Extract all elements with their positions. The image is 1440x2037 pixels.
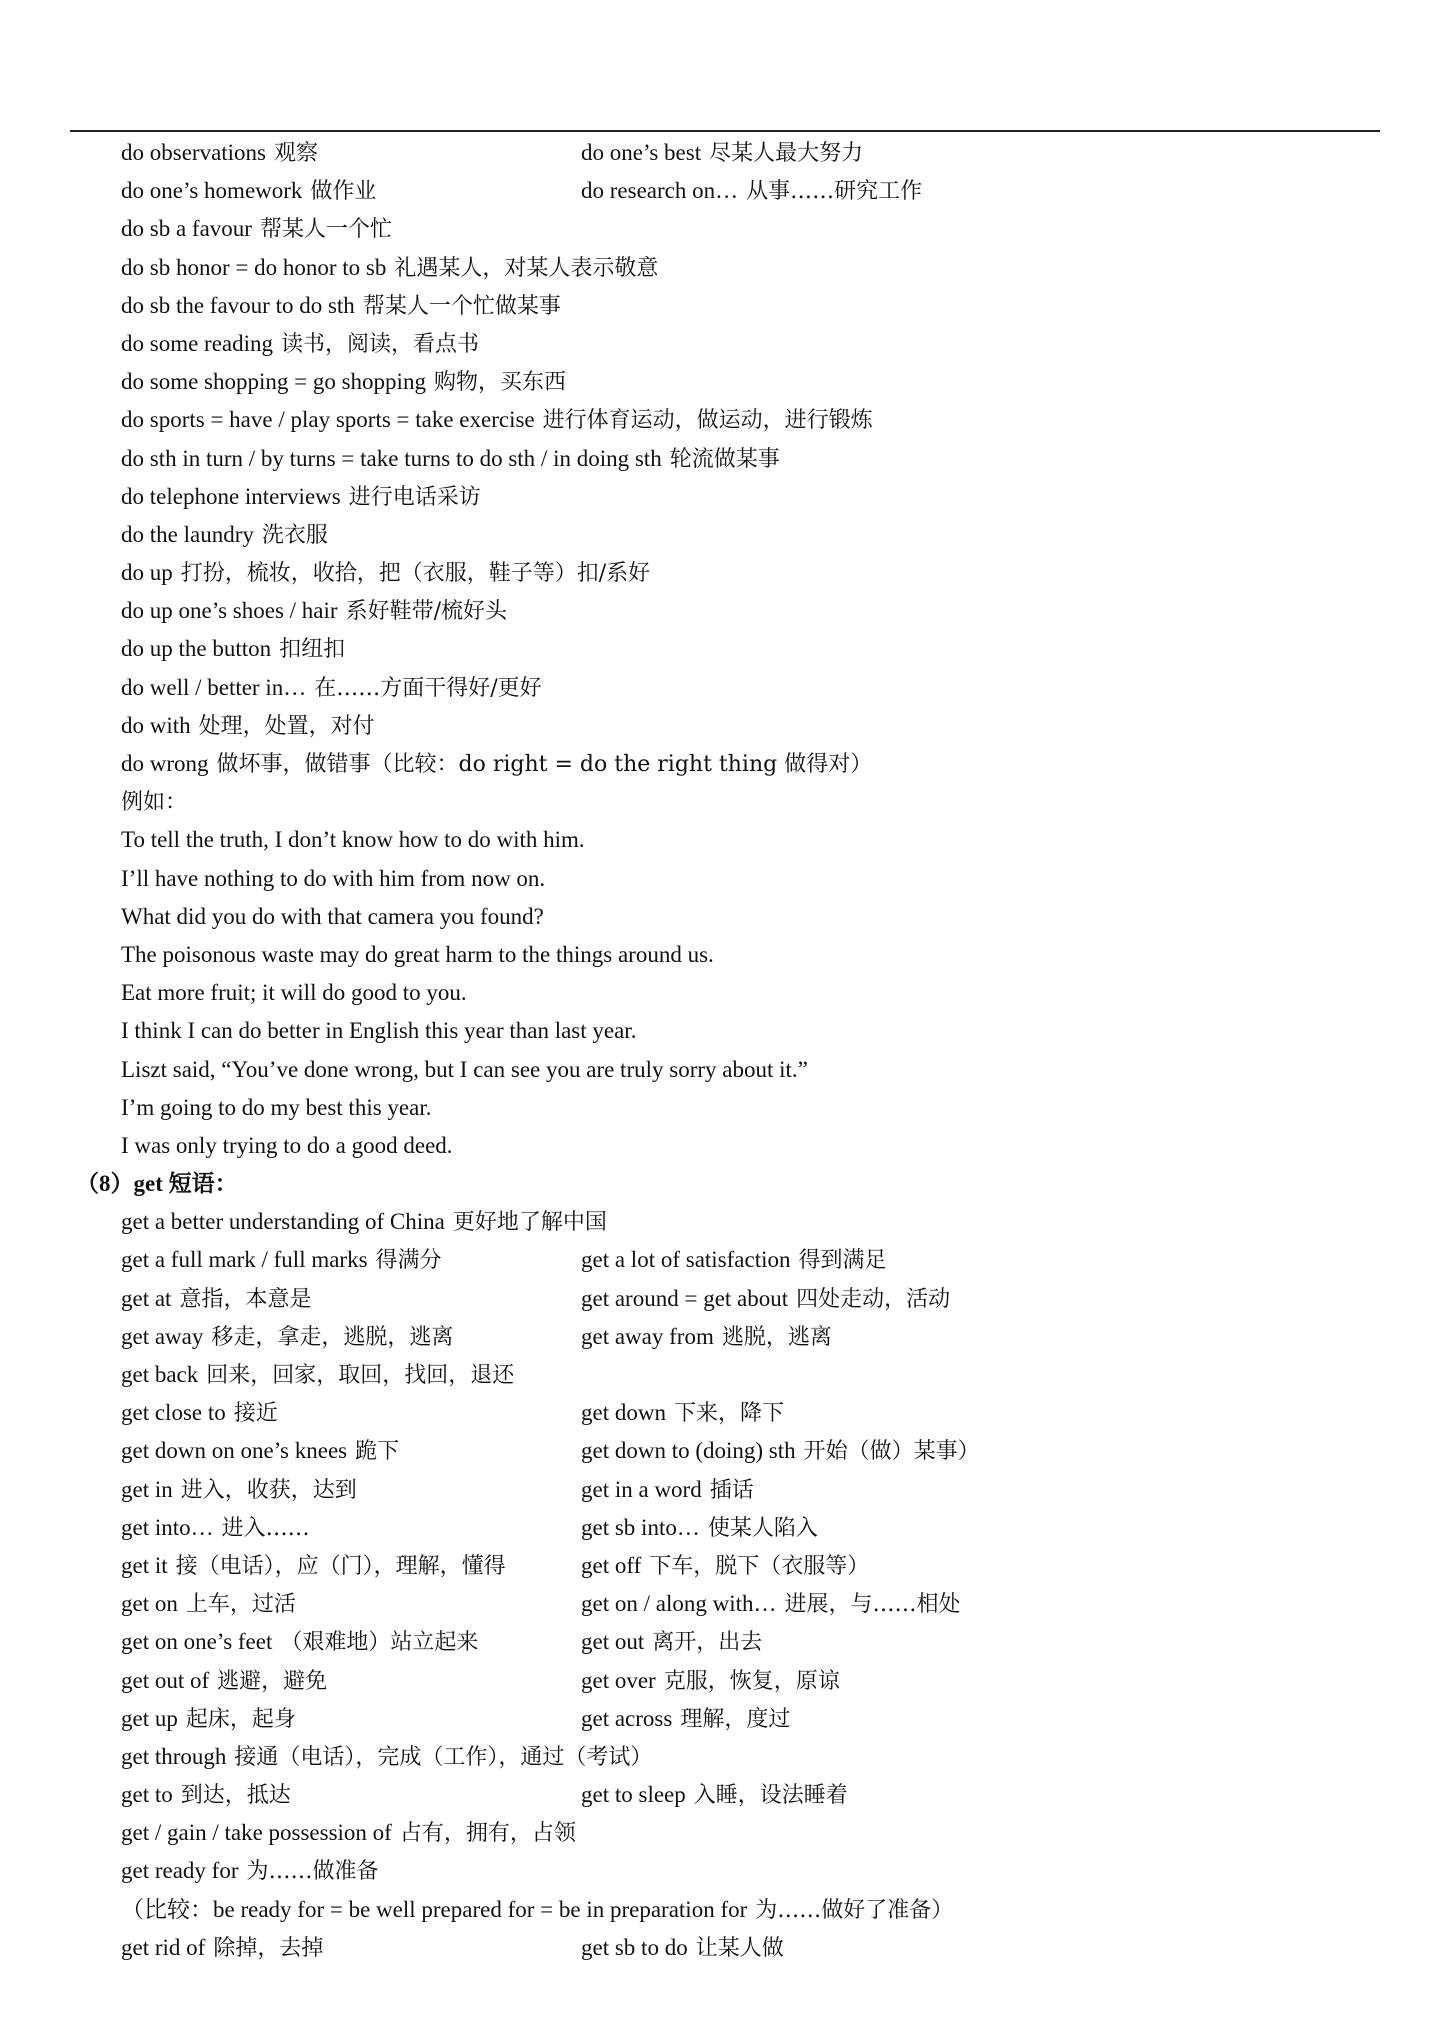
phrase-line [0,1089,1440,1127]
phrase-left [121,1280,311,1319]
english-phrase: get on / along with… [581,1591,777,1617]
section-heading: （8）get 短语： [76,1171,238,1197]
phrase-line [0,440,1440,478]
chinese-meaning: 观察 [274,141,319,166]
phrase-left [121,669,542,708]
chinese-meaning: 接通（电话），完成（工作），通过（考试） [234,1744,653,1770]
chinese-meaning: 礼遇某人，对某人表示敬意 [394,255,659,281]
phrase-line [0,592,1440,630]
phrase-line [0,783,1440,821]
chinese-meaning: 做坏事，做错事（比较：do right = do the right thing 做得对） [216,752,873,777]
phrase-left [121,1432,399,1471]
phrase-left [121,860,553,899]
english-phrase: get a better understanding of China [121,1209,445,1235]
english-phrase: get down on one’s knees [121,1438,348,1464]
phrase-left [121,287,561,326]
english-phrase: do some reading [121,330,274,356]
chinese-meaning: 从事……研究工作 [746,179,923,205]
chinese-meaning: 四处走动，活动 [796,1286,951,1312]
phrase-left [121,592,507,631]
chinese-meaning: 购物，买东西 [433,370,566,396]
chinese-meaning: 下车，脱下（衣服等） [649,1553,870,1579]
english-phrase: I’ll have nothing to do with him from now on. [121,865,546,891]
chinese-meaning: 打扮，梳妆，收拾，把（衣服，鞋子等）扣/系好 [180,561,651,587]
phrase-left [121,401,873,440]
phrase-right [581,1394,784,1433]
chinese-meaning: 回来，回家，取回，找回，退还 [206,1363,515,1388]
english-phrase: get on [121,1591,178,1617]
english-phrase: get close to [121,1400,226,1426]
phrase-left [121,1852,379,1891]
english-phrase: get down to (doing) sth [581,1438,796,1464]
english-phrase: do with [121,712,191,738]
english-phrase: do up [121,560,173,586]
phrase-right [581,1662,840,1701]
phrase-left [121,1203,607,1242]
english-phrase: do the laundry [121,521,254,547]
phrase-left [121,745,872,784]
phrase-left [121,1012,644,1051]
english-phrase: get rid of [121,1934,206,1960]
chinese-meaning: 例如： [121,790,188,816]
phrase-line [0,134,1440,172]
header-rule [70,130,1380,132]
chinese-meaning: 使某人陷入 [707,1515,818,1541]
phrase-left [121,1738,652,1777]
english-phrase: get around = get about [581,1285,789,1311]
english-phrase: do telephone interviews [121,483,341,509]
phrase-line [0,860,1440,898]
english-phrase: do sb honor = do honor to sb [121,254,387,280]
section-heading-line [0,1165,1440,1203]
phrase-line [0,1394,1440,1432]
english-phrase: get away [121,1323,204,1349]
chinese-meaning: 得到满足 [798,1248,887,1274]
phrase-left [121,1623,478,1662]
phrase-left [121,1891,953,1930]
phrase-line [0,1432,1440,1470]
phrase-left [121,1241,442,1280]
english-phrase: Eat more fruit; it will do good to you. [121,980,467,1006]
phrase-left [121,1509,310,1548]
chinese-meaning: 更好地了解中国 [452,1210,607,1236]
phrase-line [0,1280,1440,1318]
english-phrase: do well / better in… [121,674,307,700]
phrase-left [121,1356,514,1395]
phrase-right [581,1432,980,1471]
document-body [0,134,1440,1967]
chinese-meaning: 让某人做 [695,1935,784,1961]
english-phrase: get a lot of satisfaction [581,1247,791,1273]
phrase-left [121,1929,323,1968]
phrase-line [0,1318,1440,1356]
english-phrase: do research on… [581,178,739,204]
english-phrase: get sb into… [581,1514,700,1540]
english-phrase: To tell the truth, I don’t know how to do with him. [121,827,585,853]
phrase-line [0,974,1440,1012]
phrase-right [581,1776,848,1815]
english-phrase: do one’s best [581,140,702,165]
phrase-left [121,1776,291,1815]
phrase-line [0,1814,1440,1852]
chinese-meaning: 上车，过活 [185,1592,296,1618]
chinese-meaning: 开始（做）某事） [803,1439,980,1465]
english-phrase: do observations [121,140,267,165]
phrase-right [581,1585,961,1624]
chinese-meaning: 理解，度过 [680,1706,791,1732]
chinese-meaning: 处理，处置，对付 [198,713,375,739]
phrase-line [0,325,1440,363]
chinese-meaning: 在……方面干得好/更好 [314,675,542,701]
english-phrase: I’m going to do my best this year. [121,1094,432,1120]
english-phrase: get in a word [581,1476,702,1502]
english-phrase: get down [581,1400,666,1426]
chinese-meaning: （艰难地）站立起来 [280,1630,479,1656]
english-phrase: I think I can do better in English this year than last year. [121,1018,637,1044]
phrase-line [0,1852,1440,1890]
phrase-right [581,1547,869,1586]
chinese-meaning: 洗衣服 [261,522,328,548]
chinese-meaning: 读书，阅读，看点书 [281,331,480,357]
chinese-meaning: 进入，收获，达到 [180,1477,357,1503]
chinese-meaning: 扣纽扣 [279,637,346,663]
phrase-left [121,134,318,173]
english-phrase: The poisonous waste may do great harm to the things around us. [121,941,714,967]
phrase-line [0,1547,1440,1585]
phrase-line [0,1127,1440,1165]
phrase-left [121,1471,357,1510]
chinese-meaning: 起床，起身 [185,1706,296,1732]
phrase-line [0,630,1440,668]
phrase-left [121,783,187,822]
phrase-left [121,249,658,288]
phrase-left [121,898,552,937]
phrase-line [0,669,1440,707]
phrase-right [581,1929,784,1968]
chinese-meaning: 到达，抵达 [180,1783,291,1809]
phrase-line [0,1623,1440,1661]
chinese-meaning: 插话 [709,1477,754,1503]
english-phrase: get ready for [121,1858,239,1884]
phrase-right [581,172,922,211]
phrase-line [0,363,1440,401]
english-phrase: Liszt said, “You’ve done wrong, but I can see you are truly sorry about it.” [121,1056,808,1082]
chinese-meaning: 下来，降下 [673,1401,784,1427]
english-phrase: get into… [121,1514,214,1540]
phrase-line [0,898,1440,936]
phrase-left [121,516,328,555]
chinese-meaning: 接（电话），应（门），理解，懂得 [175,1553,506,1579]
phrase-line [0,821,1440,859]
english-phrase: do sb a favour [121,216,252,242]
phrase-right [581,1280,950,1319]
english-phrase: I was only trying to do a good deed. [121,1132,453,1158]
phrase-line [0,745,1440,783]
phrase-left [121,478,481,517]
phrase-left [121,1547,506,1586]
phrase-right [581,1623,762,1662]
english-phrase: do wrong [121,751,209,776]
phrase-left [121,325,479,364]
english-phrase: do sb the favour to do sth [121,292,355,318]
phrase-right [581,1318,832,1357]
phrase-line [0,287,1440,325]
english-phrase: get up [121,1705,178,1731]
phrase-left [121,1051,816,1090]
phrase-line [0,1051,1440,1089]
chinese-meaning: 离开，出去 [652,1630,763,1656]
english-phrase: get sb to do [581,1934,688,1960]
english-phrase: get back [121,1362,199,1387]
phrase-left [121,1585,296,1624]
phrase-left [121,821,593,860]
phrase-line [0,516,1440,554]
phrase-left [121,1814,576,1853]
english-phrase: What did you do with that camera you found? [121,903,544,929]
english-phrase: do up one’s shoes / hair [121,598,338,624]
phrase-right [581,1241,887,1280]
phrase-left [121,210,392,249]
english-phrase: do sports = have / play sports = take exercise [121,407,535,433]
chinese-meaning: 帮某人一个忙 [259,217,392,243]
chinese-meaning: 逃避，避免 [217,1668,328,1694]
english-phrase: get / gain / take possession of [121,1820,392,1846]
phrase-left [121,707,375,746]
english-phrase: get off [581,1552,642,1578]
chinese-meaning: 轮流做某事 [669,446,780,472]
chinese-meaning: 进行电话采访 [348,484,481,510]
chinese-meaning: 跪下 [355,1439,400,1465]
phrase-line [0,554,1440,592]
chinese-meaning: 系好鞋带/梳好头 [345,599,507,625]
english-phrase: get out of [121,1667,210,1693]
phrase-right [581,1471,754,1510]
phrase-left [121,1127,461,1166]
phrase-line [0,1662,1440,1700]
chinese-meaning: 克服，恢复，原谅 [663,1668,840,1694]
chinese-meaning: 占有，拥有，占领 [399,1821,576,1847]
chinese-meaning: 逃脱，逃离 [721,1324,832,1350]
phrase-left [121,172,376,211]
phrase-line [0,707,1440,745]
chinese-meaning: 做作业 [310,179,377,205]
chinese-meaning: 为……做好了准备） [755,1897,954,1923]
phrase-line [0,1929,1440,1967]
phrase-left [121,1089,439,1128]
phrase-line [0,1891,1440,1929]
english-phrase: do some shopping = go shopping [121,369,426,395]
english-phrase: get out [581,1629,645,1655]
phrase-left [121,363,566,402]
english-phrase: get a full mark / full marks [121,1247,368,1273]
english-phrase: get it [121,1552,168,1578]
chinese-meaning: 意指，本意是 [179,1286,312,1312]
chinese-meaning: 进入…… [221,1515,310,1541]
phrase-left [121,1394,278,1433]
english-phrase: get across [581,1705,673,1731]
phrase-left [121,1662,327,1701]
phrase-line [0,1509,1440,1547]
phrase-line [0,210,1440,248]
phrase-left [121,440,780,479]
chinese-meaning: 帮某人一个忙做某事 [362,293,561,319]
phrase-line [0,1471,1440,1509]
english-phrase: do up the button [121,636,272,662]
phrase-left [121,1318,453,1357]
phrase-line [0,1776,1440,1814]
phrase-line [0,172,1440,210]
english-phrase: get to sleep [581,1782,686,1808]
phrase-left [121,630,345,669]
chinese-meaning: 得满分 [375,1248,442,1274]
english-phrase: get to [121,1782,173,1808]
phrase-line [0,1356,1440,1394]
phrase-line [0,1203,1440,1241]
phrase-right [581,1509,818,1548]
chinese-meaning: 为……做准备 [246,1859,379,1885]
phrase-left [121,936,722,975]
phrase-line [0,1585,1440,1623]
english-phrase: get on one’s feet [121,1629,273,1655]
phrase-left [121,974,475,1013]
chinese-meaning: 进展，与……相处 [784,1592,961,1618]
phrase-line [0,1241,1440,1279]
phrase-left [121,1700,296,1739]
english-phrase: get through [121,1743,227,1769]
phrase-line [0,1738,1440,1776]
phrase-right [581,1700,790,1739]
chinese-meaning: 接近 [233,1401,278,1427]
english-phrase: do one’s homework [121,178,303,204]
english-phrase: （比较：be ready for = be well prepared for = be in preparation for [121,1896,748,1922]
phrase-left [121,554,650,593]
english-phrase: get over [581,1667,656,1693]
phrase-line [0,936,1440,974]
chinese-meaning: 除掉，去掉 [213,1935,324,1961]
chinese-meaning: 入睡，设法睡着 [693,1783,848,1809]
chinese-meaning: 尽某人最大努力 [709,141,864,166]
english-phrase: get at [121,1285,172,1311]
phrase-line [0,1700,1440,1738]
english-phrase: do sth in turn / by turns = take turns to do sth / in doing sth [121,445,662,471]
phrase-line [0,1012,1440,1050]
phrase-line [0,249,1440,287]
phrase-line [0,401,1440,439]
phrase-line [0,478,1440,516]
phrase-right [581,134,863,173]
chinese-meaning: 进行体育运动，做运动，进行锻炼 [542,408,873,434]
chinese-meaning: 移走，拿走，逃脱，逃离 [211,1324,454,1350]
english-phrase: get in [121,1476,173,1502]
english-phrase: get away from [581,1323,714,1349]
